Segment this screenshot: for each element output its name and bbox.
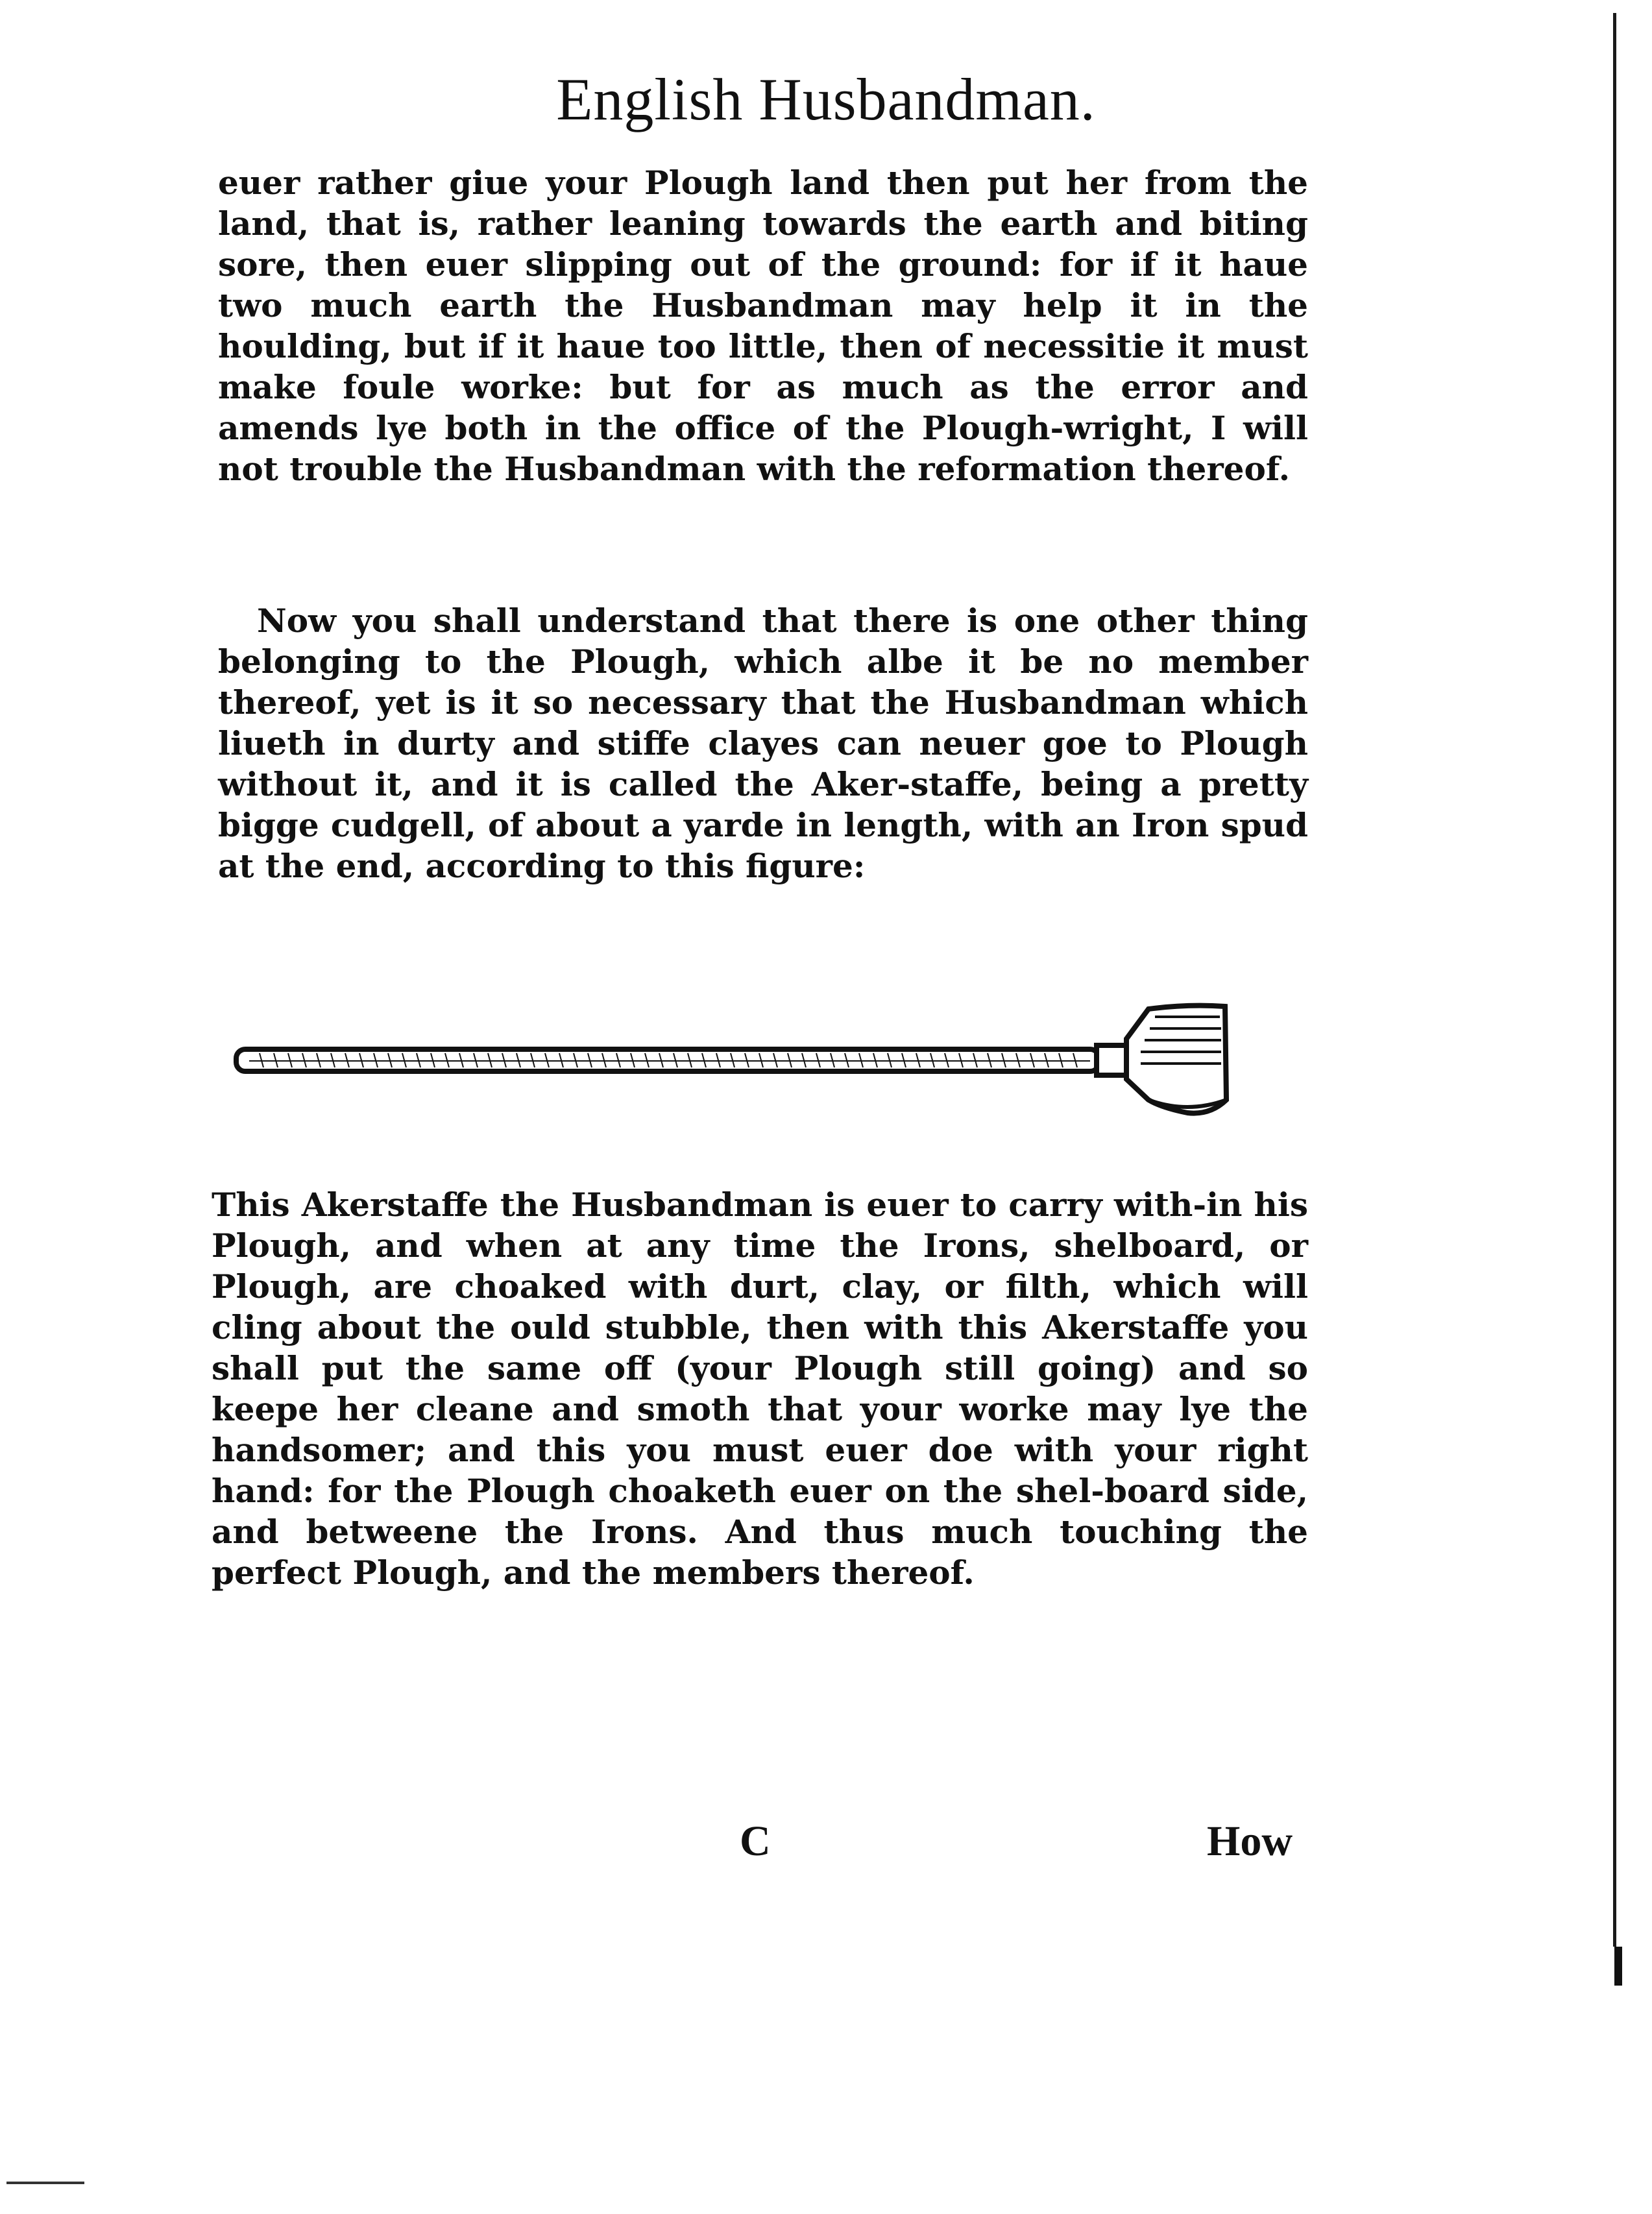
scan-edge-rule bbox=[1613, 13, 1616, 1947]
paragraph-3 bbox=[212, 1184, 1308, 1593]
paragraph-2 bbox=[218, 600, 1308, 886]
catchword: How bbox=[1207, 1818, 1293, 1865]
scan-edge-mark bbox=[1614, 1947, 1622, 1986]
paragraph-1 bbox=[218, 162, 1308, 489]
signature-mark: C bbox=[740, 1818, 771, 1865]
aker-staffe-icon bbox=[234, 1003, 1246, 1119]
running-head: English Husbandman. bbox=[556, 66, 1096, 132]
paragraph-1-text: euer rather giue your Plough land then put her from the land, that is, rather leaning towards the earth and biting sore, then euer slipping out of the ground: for if it haue two much earth the Husbandman may help it in the houlding, but if it haue too little, then of necessitie it must make foule worke: but for as much as the error and amends lye both in the office of the Plough-wright, I will not trouble the Husbandman with the reformation thereof. bbox=[218, 164, 1308, 488]
scan-corner-mark bbox=[6, 2182, 84, 2184]
aker-staffe-figure bbox=[234, 1003, 1246, 1119]
paragraph-2-text: Now you shall understand that there is one other thing belonging to the Plough, which albe it be no member thereof, yet is it so necessary that the Husbandman which liueth in durty and stiffe clayes can neuer goe to Plough without it, and it is called the Aker-staffe, being a pretty bigge cudgell, of about a yarde in length, with an Iron spud at the end, according to this figure: bbox=[218, 602, 1308, 885]
paragraph-3-text: This Akerstaffe the Husbandman is euer to carry with-in his Plough, and when at any time the Irons, shelboard, or Plough, are choaked with durt, clay, or filth, which will cling about the ould stubble, then with this Akerstaffe you shall put the same off (your Plough still going) and so keepe her cleane and smoth that your worke may lye the handsomer; and this you must euer doe with your right hand: for the Plough choaketh euer on the shel-board side, and betweene the Irons. And thus much touching the perfect Plough, and the members thereof. bbox=[212, 1186, 1308, 1592]
